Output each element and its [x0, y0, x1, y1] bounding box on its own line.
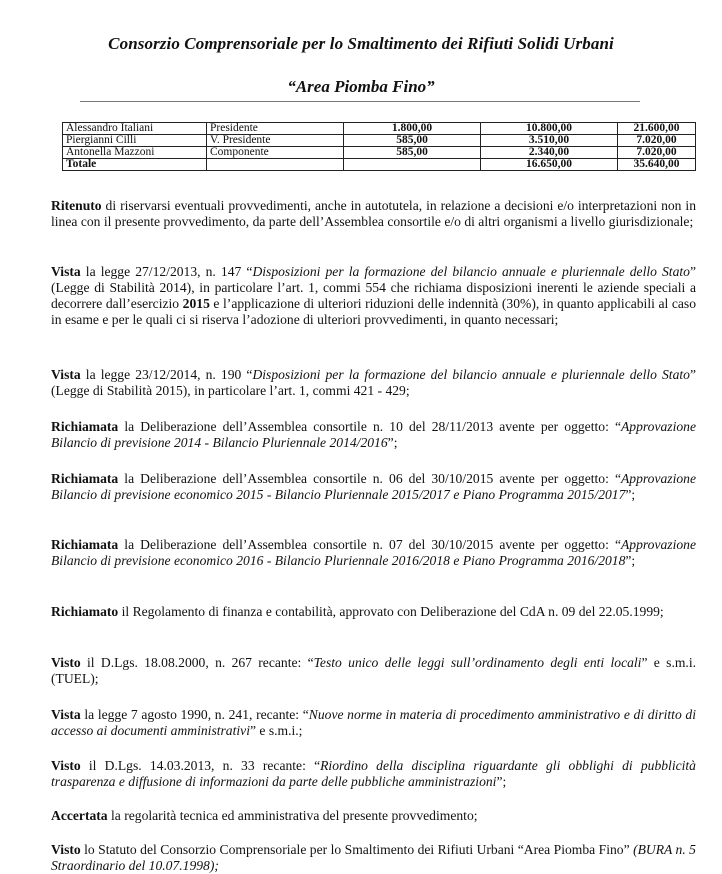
paragraph-visto-statuto [51, 842, 696, 874]
para-lead: Vista [51, 264, 81, 279]
para-lead: Vista [51, 367, 81, 382]
para-text: la legge 23/12/2014, n. 190 “ [80, 367, 253, 382]
para-text: lo Statuto del Consorzio Comprensoriale per lo Smaltimento dei Rifiuti Urbani “Area Piomba Fino” [80, 842, 630, 857]
para-lead: Richiamata [51, 471, 119, 486]
table-cell: Componente [207, 147, 344, 159]
para-lead: Richiamata [51, 537, 119, 552]
para-lead: Visto [51, 758, 81, 773]
para-lead: Visto [51, 655, 81, 670]
para-lead: Vista [51, 707, 81, 722]
para-lead: Visto [51, 842, 81, 857]
para-text: ”; [625, 553, 636, 568]
para-italic: Disposizioni per la formazione del bilancio annuale e pluriennale dello Stato [252, 367, 690, 382]
para-text: ” (Legge di Stabilità 2015), in particolare l’art. 1, commi 421 - 429; [51, 367, 696, 398]
para-text: e l’applicazione di ulteriori riduzioni delle indennità (30%), in quanto applicabili al caso in esame e per le quali ci si riserva l’adozione di ulteriori provvedimenti, in quanto necessari; [51, 296, 696, 327]
para-text: ” (Legge di Stabilità 2014), in particolare l’art. 1, commi 554 che richiama disposizioni inerenti le aziende speciali a decorrere dall’esercizio [51, 264, 696, 311]
paragraph-accertata [51, 808, 696, 824]
para-text: la regolarità tecnica ed amministrativa del presente provvedimento; [107, 808, 478, 823]
table-cell [344, 159, 481, 171]
para-text: la legge 27/12/2013, n. 147 “ [80, 264, 253, 279]
table-cell: Alessandro Italiani [63, 123, 207, 135]
table-total-row [63, 159, 696, 171]
para-bold: 2015 [182, 296, 210, 311]
para-text: ”; [496, 774, 507, 789]
para-text: il D.Lgs. 14.03.2013, n. 33 recante: “ [80, 758, 321, 773]
table-cell: 585,00 [344, 135, 481, 147]
para-text: il Regolamento di finanza e contabilità, approvato con Deliberazione del CdA n. 09 del 22.05.1999; [118, 604, 664, 619]
header-divider [80, 101, 640, 102]
table-cell: 7.020,00 [618, 135, 696, 147]
para-text: ”; [625, 487, 636, 502]
paragraph-visto-dlgs-33 [51, 758, 696, 790]
para-text: di riservarsi eventuali provvedimenti, anche in autotutela, in relazione a decisioni e/o interpretazioni non in linea con il presente provvedimento, da parte dell’Assemblea consortile e/o di altri organismi a livello giurisdizionale; [51, 198, 696, 229]
paragraph-richiamata-07 [51, 537, 696, 569]
para-text: ”; [387, 435, 398, 450]
table-cell: 7.020,00 [618, 147, 696, 159]
para-text: la Deliberazione dell’Assemblea consortile n. 07 del 30/10/2015 avente per oggetto: “ [118, 537, 621, 552]
table-cell: 10.800,00 [481, 123, 618, 135]
para-text: la Deliberazione dell’Assemblea consortile n. 06 del 30/10/2015 avente per oggetto: “ [118, 471, 621, 486]
table-cell: 2.340,00 [481, 147, 618, 159]
para-text: la legge 7 agosto 1990, n. 241, recante: “ [80, 707, 309, 722]
para-text: il D.Lgs. 18.08.2000, n. 267 recante: “ [80, 655, 314, 670]
table-cell: 16.650,00 [481, 159, 618, 171]
paragraph-vista-legge-147 [51, 264, 696, 328]
table-cell: V. Presidente [207, 135, 344, 147]
para-lead: Richiamato [51, 604, 119, 619]
page-subtitle: “Area Piomba Fino” [287, 77, 435, 96]
para-text: ” e s.m.i.; [249, 723, 303, 738]
page-title: Consorzio Comprensoriale per lo Smaltimento dei Rifiuti Solidi Urbani [108, 34, 614, 53]
table-cell: Totale [63, 159, 207, 171]
para-italic: Testo unico delle leggi sull’ordinamento degli enti locali [313, 655, 642, 670]
table-row [63, 123, 696, 135]
para-lead: Ritenuto [51, 198, 102, 213]
paragraph-vista-legge-241 [51, 707, 696, 739]
para-italic: Approvazione Bilancio di previsione 2014 - Bilancio Pluriennale 2014/2016 [51, 419, 696, 450]
paragraph-richiamata-10 [51, 419, 696, 451]
para-lead: Richiamata [51, 419, 119, 434]
compensation-table [62, 122, 696, 171]
table-cell: Piergianni Cilli [63, 135, 207, 147]
para-italic: Disposizioni per la formazione del bilancio annuale e pluriennale dello Stato [252, 264, 690, 279]
table-cell: Antonella Mazzoni [63, 147, 207, 159]
table-cell [207, 159, 344, 171]
para-italic: Riordino della disciplina riguardante gli obblighi di pubblicità trasparenza e diffusione di informazioni da parte delle pubbliche amministrazioni [51, 758, 696, 789]
para-italic: Approvazione Bilancio di previsione economico 2016 - Bilancio Pluriennale 2016/2018 e Piano Programma 2016/2018 [51, 537, 696, 568]
table-cell: 1.800,00 [344, 123, 481, 135]
paragraph-ritenuto [51, 198, 696, 230]
para-text: ” e s.m.i. (TUEL); [51, 655, 696, 686]
table-row [63, 135, 696, 147]
table-cell: 3.510,00 [481, 135, 618, 147]
table-cell: 35.640,00 [618, 159, 696, 171]
para-text: la Deliberazione dell’Assemblea consortile n. 10 del 28/11/2013 avente per oggetto: “ [118, 419, 621, 434]
paragraph-visto-dlgs-267 [51, 655, 696, 687]
paragraph-richiamato-regolamento [51, 604, 696, 620]
table-cell: 21.600,00 [618, 123, 696, 135]
paragraph-richiamata-06 [51, 471, 696, 503]
para-italic: Nuove norme in materia di procedimento amministrativo e di diritto di accesso ai documenti amministrativi [51, 707, 696, 738]
para-italic: (BURA n. 5 Straordinario del 10.07.1998); [51, 842, 696, 873]
para-italic: Approvazione Bilancio di previsione economico 2015 - Bilancio Pluriennale 2015/2017 e Piano Programma 2015/2017 [51, 471, 696, 502]
paragraph-vista-legge-190 [51, 367, 696, 399]
table-row [63, 147, 696, 159]
table-cell: Presidente [207, 123, 344, 135]
para-lead: Accertata [51, 808, 108, 823]
table-cell: 585,00 [344, 147, 481, 159]
